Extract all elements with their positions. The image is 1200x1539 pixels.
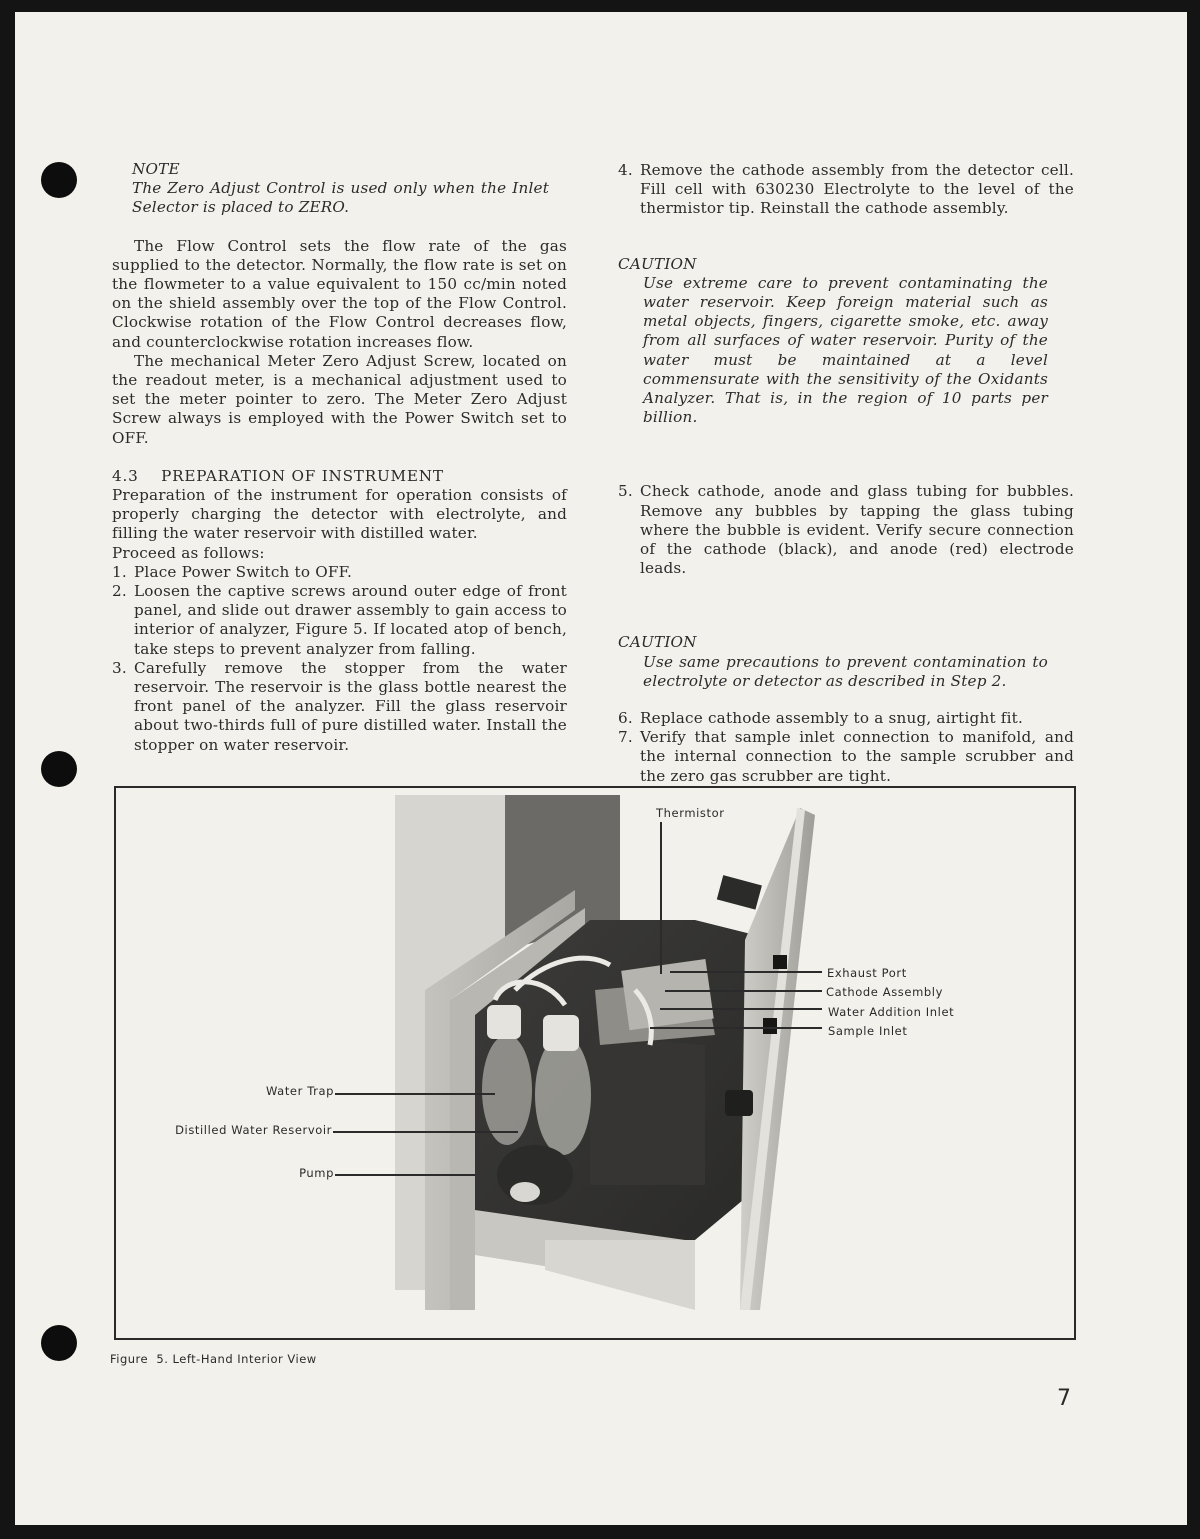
note-heading: NOTE <box>132 160 180 178</box>
section-number: 4.3 <box>112 466 139 485</box>
leader-line-distilled-water-reservoir <box>333 1131 518 1133</box>
paragraph-meter-zero: The mechanical Meter Zero Adjust Screw, located on the readout meter, is a mechanical adjustment used to set the meter pointer to zero. The Meter Zero Adjust Screw always is employed with the Power Switch set to OFF. <box>112 351 567 447</box>
step-text: Remove the cathode assembly from the detector cell. Fill cell with 630230 Electrolyte to the level of the thermistor tip. Reinstall the cathode assembly. <box>640 161 1074 218</box>
detector-box <box>590 1035 705 1185</box>
step-item <box>618 482 1074 578</box>
step-number: 6. <box>618 709 633 728</box>
proceed-text: Proceed as follows: <box>112 543 265 562</box>
right-column <box>618 161 1074 786</box>
step-text: Check cathode, anode and glass tubing for bubbles. Remove any bubbles by tapping the glass tubing where the bubble is evident. Verify secure connection of the cathode (black), and anode (red) electrode leads. <box>640 482 1074 578</box>
binder-hole-middle <box>41 751 77 787</box>
caution-heading: CAUTION <box>618 254 697 273</box>
step-4 <box>618 161 1074 219</box>
panel-bracket <box>717 875 762 910</box>
step-item <box>112 582 567 659</box>
caution-body: Use extreme care to prevent contaminating the water reservoir. Keep foreign material such as metal objects, fingers, cigarette smoke, etc. away from all surfaces of water reservoir. Purity of the water must be maintained at a level commensurate with the sensitivity of the Oxidants Analyzer. That is, in the region of 10 parts per billion. <box>643 273 1048 427</box>
leader-line-thermistor <box>660 822 662 974</box>
note-body: The Zero Adjust Control is used only when the Inlet Selector is placed to ZERO. <box>132 179 549 217</box>
water-reservoir-bottle <box>535 1035 591 1155</box>
step-number: 1. <box>112 562 127 581</box>
step-text: Replace cathode assembly to a snug, airtight fit. <box>640 709 1023 728</box>
step-item <box>112 563 567 582</box>
step-number: 5. <box>618 482 633 501</box>
bottle-cap <box>543 1015 579 1051</box>
caution-heading: CAUTION <box>618 633 697 652</box>
paragraph-flow-control: The Flow Control sets the flow rate of the gas supplied to the detector. Normally, the flow rate is set on the flowmeter to a value equivalent to 150 cc/min noted on the shield assembly over the top of the Flow Control. Clockwise rotation of the Flow Control decreases flow, and counterclockwise rotation increases flow. <box>112 236 567 351</box>
step-item <box>618 709 1074 728</box>
label-exhaust-port: Exhaust Port <box>827 966 907 980</box>
step-item <box>618 728 1074 786</box>
step-text: Place Power Switch to OFF. <box>134 562 353 581</box>
pump-head <box>510 1182 540 1202</box>
binder-hole-bottom <box>41 1325 77 1361</box>
step-item <box>618 161 1074 219</box>
section-heading <box>112 467 567 486</box>
label-sample-inlet: Sample Inlet <box>828 1024 908 1038</box>
label-thermistor: Thermistor <box>656 806 725 820</box>
label-pump: Pump <box>299 1166 334 1180</box>
water-trap-bottle <box>482 1035 532 1145</box>
label-water-trap: Water Trap <box>265 1084 334 1098</box>
page-number: 7 <box>1057 1386 1071 1411</box>
drawer-floor <box>545 1240 695 1310</box>
step-number: 7. <box>618 728 633 747</box>
step-text: Carefully remove the stopper from the water reservoir. The reservoir is the glass bottle nearest the front panel of the analyzer. Fill the glass reservoir about two-thirds full of pure distilled water. Install the stopper on water reservoir. <box>134 658 567 754</box>
step-text: Verify that sample inlet connection to manifold, and the internal connection to the sample scrubber and the zero gas scrubber are tight. <box>640 728 1074 785</box>
leader-line-pump <box>335 1174 475 1176</box>
label-water-addition-inlet: Water Addition Inlet <box>828 1005 955 1019</box>
label-cathode-assembly: Cathode Assembly <box>826 985 943 999</box>
leader-line-sample-inlet <box>650 1027 822 1029</box>
steps-list-left <box>112 563 567 755</box>
leader-line-water-addition-inlet <box>660 1008 822 1010</box>
bottle-cap <box>487 1005 521 1039</box>
step-text: Loosen the captive screws around outer edge of front panel, and slide out drawer assembly to gain access to interior of analyzer, Figure 5. If located atop of bench, take steps to prevent analyzer from falling. <box>134 582 567 658</box>
step-number: 2. <box>112 582 127 601</box>
label-distilled-water-reservoir: Distilled Water Reservoir <box>175 1123 332 1137</box>
panel-knob <box>725 1090 753 1116</box>
leader-line-cathode-assembly <box>665 990 822 992</box>
leader-line-water-trap <box>335 1093 495 1095</box>
step-number: 3. <box>112 658 127 677</box>
binder-hole-top <box>41 162 77 198</box>
section-intro: Preparation of the instrument for operation consists of properly charging the detector with electrolyte, and filling the water reservoir with distilled water. <box>112 486 567 543</box>
panel-fitting <box>773 955 787 969</box>
caution-body: Use same precautions to prevent contamination to electrolyte or detector as described in Step 2. <box>643 652 1048 690</box>
figure-caption: Figure 5. Left-Hand Interior View <box>110 1352 317 1366</box>
panel-fitting <box>763 1018 777 1034</box>
step-number: 4. <box>618 161 633 179</box>
cathode-block <box>621 959 714 1030</box>
left-column <box>112 160 567 755</box>
section-title: PREPARATION OF INSTRUMENT <box>161 466 444 485</box>
step-item <box>112 659 567 755</box>
leader-line-exhaust-port <box>670 971 822 973</box>
analyzer-interior-photo <box>395 790 815 1338</box>
step-5 <box>618 482 1074 578</box>
steps-list-right <box>618 709 1074 786</box>
